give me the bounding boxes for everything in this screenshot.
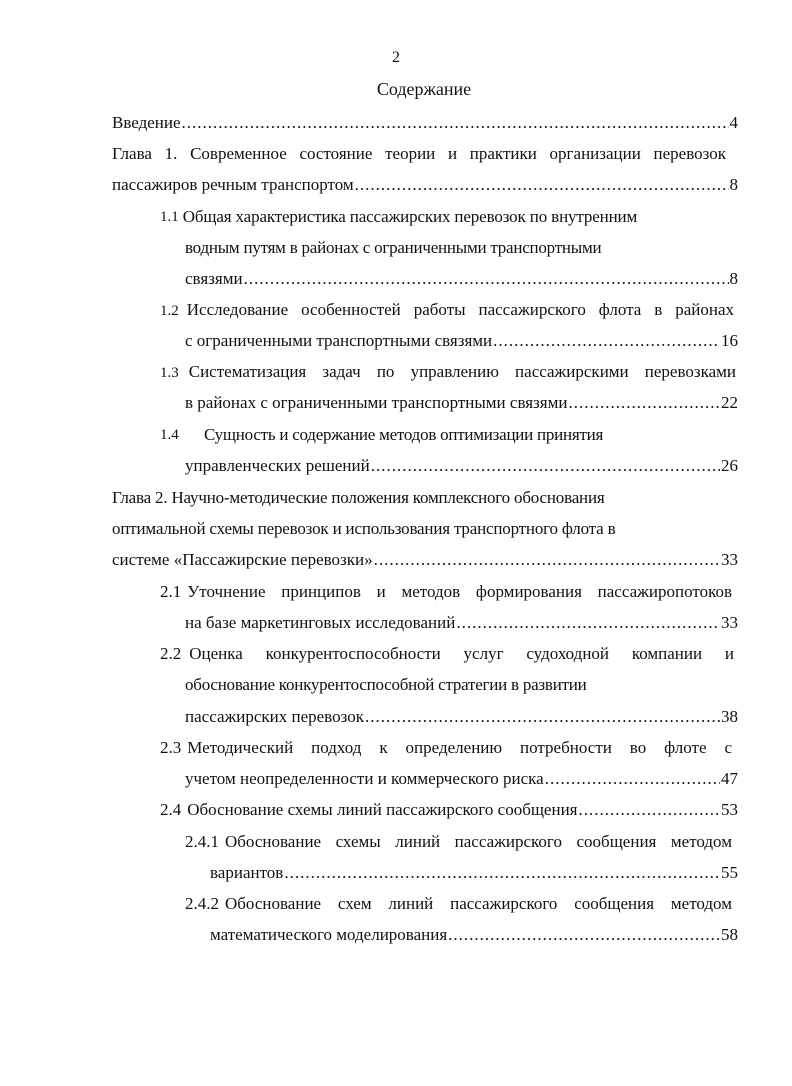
toc-entry-title-line: на базе маркетинговых исследований <box>185 613 456 632</box>
toc-entry-title-line: математического моделирования <box>210 925 448 944</box>
toc-entry-title-line: в районах с ограниченными транспортными связями <box>185 393 568 412</box>
toc-entry-title-line: Глава 1. Современное состояние теории и практики организации перевозок <box>112 144 726 163</box>
toc-entry-number: 1.3 <box>160 365 179 381</box>
toc-entry-number: 2.1 <box>160 582 182 601</box>
leader-dots <box>545 769 720 789</box>
toc-entry-title-line: системе «Пассажирские перевозки» <box>112 550 373 569</box>
toc-page-ref: 16 <box>721 331 738 350</box>
leader-dots <box>365 707 720 727</box>
toc-entry-number: 2.2 <box>160 644 182 663</box>
leader-dots <box>456 613 720 633</box>
toc-entry-title: Введение <box>112 113 181 132</box>
toc-page-ref: 22 <box>721 393 738 412</box>
toc-entry-title-line: Систематизация задач по управлению пассажирскими перевозками <box>188 362 736 381</box>
page-number: 2 <box>392 49 400 66</box>
toc-page-ref: 58 <box>721 925 738 944</box>
toc-entry-title-line: с ограниченными транспортными связями <box>185 331 493 350</box>
toc-entry-title-line: Обоснование схемы линий пассажирского сообщения методом <box>225 832 732 851</box>
toc-page-ref: 47 <box>721 769 738 788</box>
leader-dots <box>568 393 720 413</box>
leader-dots <box>493 331 720 351</box>
toc-entry-number: 2.4.2 <box>185 894 219 913</box>
toc-entry-title-line: Глава 2. Научно-методические положения комплексного обоснования <box>112 488 605 507</box>
toc-page-ref: 33 <box>721 613 738 632</box>
toc-entry-title-line: Исследование особенностей работы пассажирского флота в районах <box>186 300 734 319</box>
toc-entry-title-line: Методический подход к определению потребности во флоте с <box>187 738 732 757</box>
toc-page-ref: 33 <box>721 550 738 569</box>
leader-dots <box>355 175 729 195</box>
leader-dots <box>182 113 729 133</box>
toc-entry-title-line: оптимальной схемы перевозок и использования транспортного флота в <box>112 519 616 538</box>
toc-page-ref: 8 <box>729 269 738 288</box>
toc-entry-number: 1.4 <box>160 427 179 443</box>
toc-page-ref: 4 <box>729 113 738 132</box>
leader-dots <box>579 800 721 820</box>
toc-entry-title-line: обоснование конкурентоспособной стратегии в развитии <box>185 675 587 694</box>
toc-entry-title-line: пассажиров речным транспортом <box>112 175 354 194</box>
toc-entry-number: 1.2 <box>160 303 179 319</box>
toc-page-ref: 26 <box>721 456 738 475</box>
leader-dots <box>244 269 729 289</box>
toc-entry-number: 1.1 <box>160 209 179 225</box>
leader-dots <box>448 925 720 945</box>
toc-entry-title-line: учетом неопределенности и коммерческого риска <box>185 769 544 788</box>
toc-heading: Содержание <box>376 79 472 99</box>
toc-entry-title-line: Оценка конкурентоспособности услуг судоходной компании и <box>189 644 734 663</box>
toc-entry-title-line: Уточнение принципов и методов формирования пассажиропотоков <box>187 582 732 601</box>
toc-entry-title-line: Обоснование схемы линий пассажирского сообщения <box>187 800 578 819</box>
toc-entry-title-line: Сущность и содержание методов оптимизации принятия <box>204 425 604 444</box>
leader-dots <box>374 550 720 570</box>
leader-dots <box>371 456 720 476</box>
toc-page-ref: 53 <box>721 800 738 819</box>
toc-page-ref: 55 <box>721 863 738 882</box>
toc-page-ref: 38 <box>721 707 738 726</box>
toc-entry-title-line: управленческих решений <box>185 456 370 475</box>
toc-entry-title-line: Обоснование схем линий пассажирского сообщения методом <box>225 894 732 913</box>
toc-entry-title-line: связями <box>185 269 243 288</box>
toc-entry-title-line: пассажирских перевозок <box>185 707 364 726</box>
toc-entry-number: 2.4 <box>160 800 182 819</box>
leader-dots <box>284 863 720 883</box>
toc-page-ref: 8 <box>729 175 738 194</box>
toc-entry-title-line: водным путям в районах с ограниченными транспортными <box>185 238 602 257</box>
toc-entry-title-line: Общая характеристика пассажирских перевозок по внутренним <box>182 207 638 226</box>
toc-entry-number: 2.3 <box>160 738 182 757</box>
toc-entry-title-line: вариантов <box>210 863 284 882</box>
toc-entry-number: 2.4.1 <box>185 832 219 851</box>
